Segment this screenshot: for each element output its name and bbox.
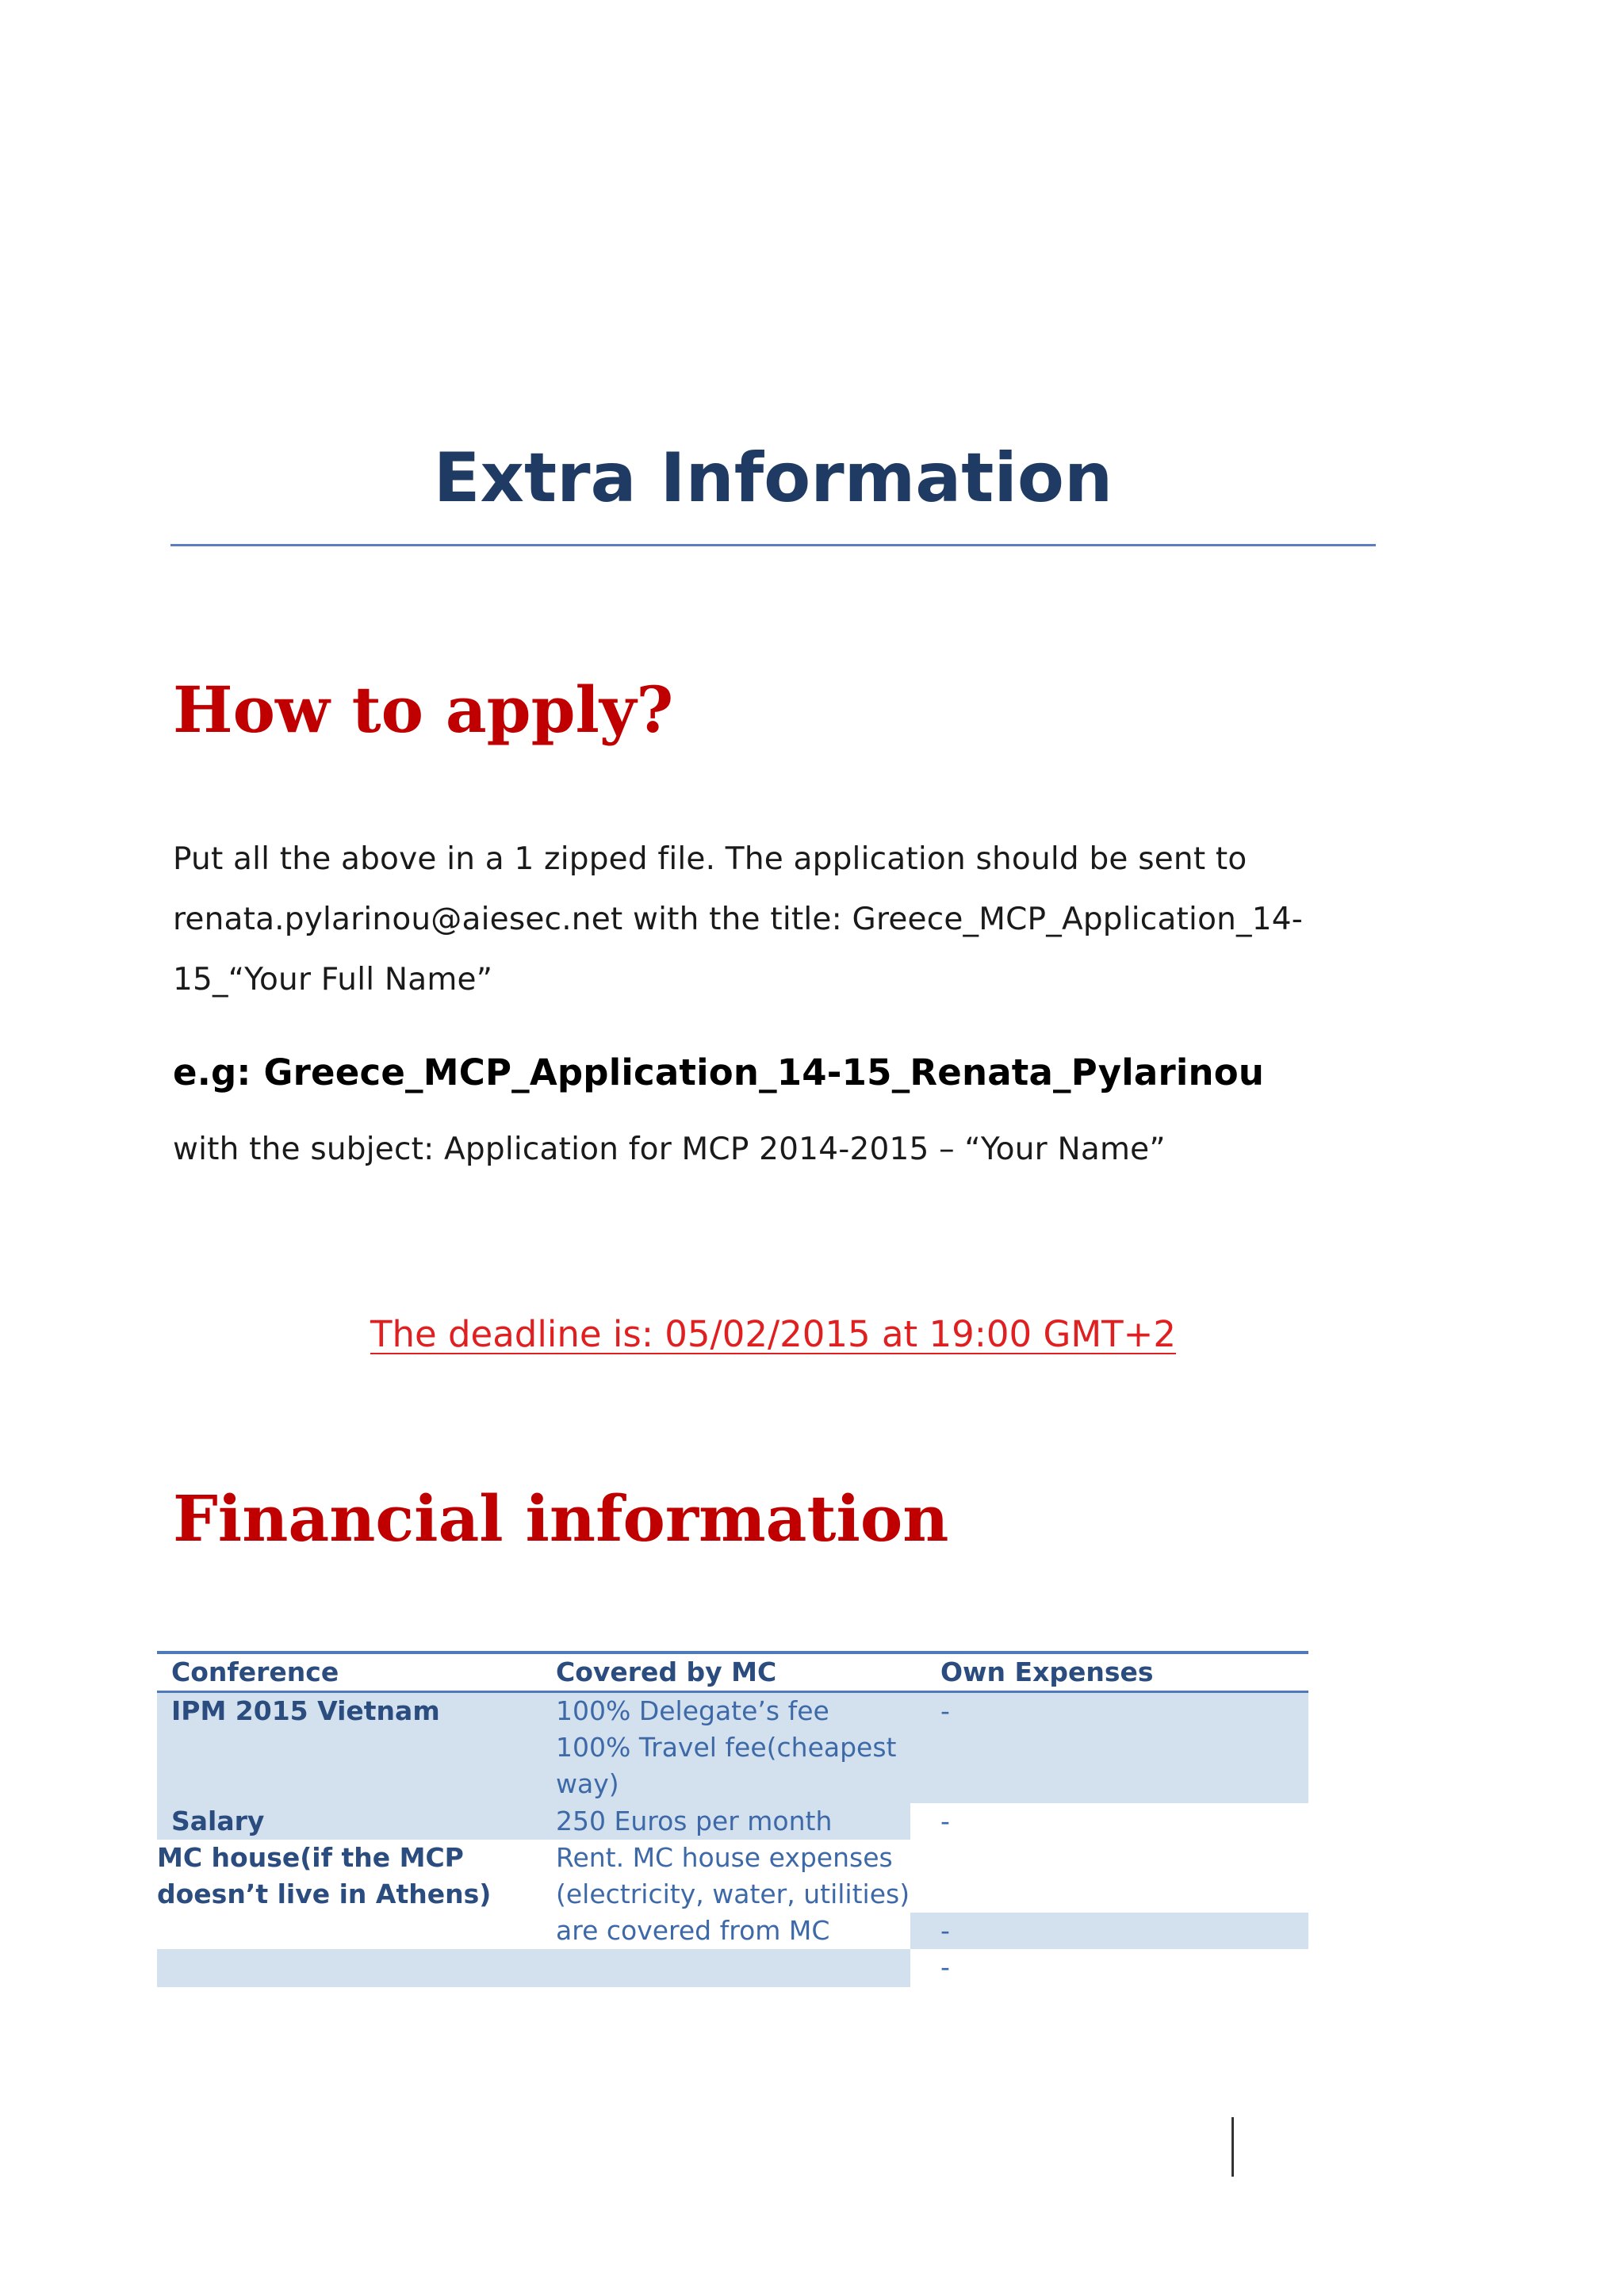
financial-information-heading: Financial information	[173, 1481, 949, 1556]
row-ipm-covered-line-2: 100% Travel fee(cheapest	[556, 1732, 897, 1763]
row-mc-house-own: -	[940, 1915, 950, 1946]
table-row-ipm-label-cell	[157, 1693, 542, 1803]
row-salary-own: -	[940, 1806, 950, 1836]
row-mc-house-covered-line-2: (electricity, water, utilities)	[556, 1878, 910, 1909]
row-mc-house-covered-line-1: Rent. MC house expenses	[556, 1842, 893, 1873]
table-row-ipm-covered-cell	[542, 1693, 926, 1803]
apply-instructions-line-1: Put all the above in a 1 zipped file. The application should be sent to	[173, 841, 1247, 877]
row-ipm-covered-line-3: way)	[556, 1768, 619, 1799]
title-divider	[170, 544, 1376, 546]
page-number-marker	[1231, 2117, 1234, 2177]
table-row-salary-covered-cell	[542, 1803, 910, 1840]
table-row-salary-own-cell	[910, 1803, 1308, 1840]
how-to-apply-heading: How to apply?	[173, 672, 674, 747]
row-label-mc-house-line-2: doesn’t live in Athens)	[157, 1878, 492, 1909]
email-subject-text: with the subject: Application for MCP 2014-2015 – “Your Name”	[173, 1132, 1166, 1167]
row-label-mc-house-line-1: MC house(if the MCP	[157, 1842, 464, 1873]
row-ipm-covered-line-1: 100% Delegate’s fee	[556, 1695, 829, 1726]
deadline-text: The deadline is: 05/02/2015 at 19:00 GMT+2	[370, 1313, 1176, 1355]
table-row-mc-house-covered-cell	[542, 1840, 910, 1949]
table-row-mc-house-own-cell	[910, 1913, 1308, 1949]
apply-instructions-line-2: renata.pylarinou@aiesec.net with the title: Greece_MCP_Application_14-	[173, 902, 1304, 937]
row-label-ipm: IPM 2015 Vietnam	[171, 1695, 440, 1726]
row-label-salary: Salary	[171, 1806, 265, 1836]
row-ipm-own: -	[940, 1695, 950, 1726]
table-row-salary-label-cell	[157, 1803, 542, 1840]
deadline-notice	[0, 1308, 1546, 1361]
apply-instructions	[173, 829, 1394, 1010]
page-title: Extra Information	[433, 439, 1113, 518]
table-header-covered-by-mc: Covered by MC	[556, 1656, 777, 1687]
table-header-own-expenses: Own Expenses	[940, 1656, 1154, 1687]
table-row-mc-house-label-cell	[157, 1840, 542, 1913]
example-filename: e.g: Greece_MCP_Application_14-15_Renata_Pylarinou	[173, 1051, 1265, 1093]
row-salary-covered: 250 Euros per month	[556, 1806, 833, 1836]
table-row-empty-cell	[157, 1949, 910, 1987]
table-row-ipm-own-cell	[926, 1693, 1308, 1803]
row-mc-house-covered-line-3: are covered from MC	[556, 1915, 830, 1946]
apply-instructions-line-3: 15_“Your Full Name”	[173, 962, 493, 998]
table-header-conference: Conference	[171, 1656, 339, 1687]
row-empty-own: -	[940, 1951, 950, 1982]
table-row-empty-own-cell	[910, 1949, 1308, 1987]
